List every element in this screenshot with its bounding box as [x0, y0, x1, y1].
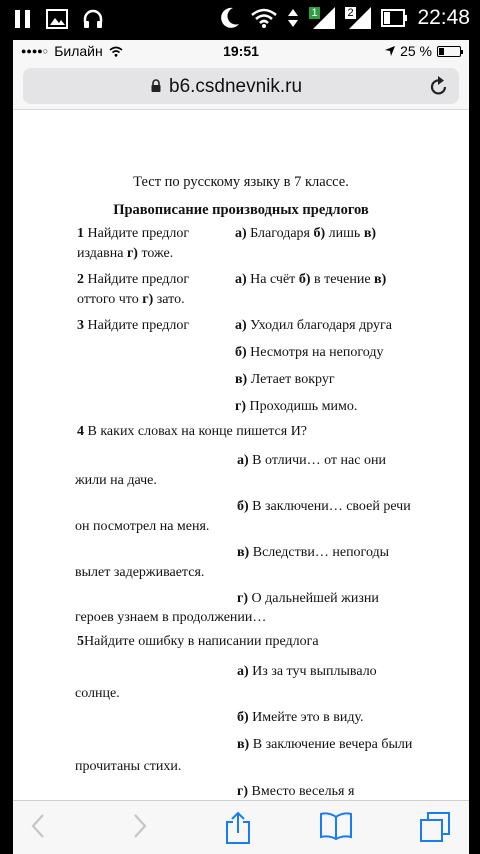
- option-text: прочитаны стихи.: [75, 759, 182, 774]
- option-text: О дальнейшей жизни: [248, 591, 379, 606]
- option-text: Уходил благодаря друга: [246, 318, 392, 333]
- option-marker: г): [126, 246, 138, 261]
- option-marker: б): [237, 499, 249, 514]
- url-text: b6.csdnevnik.ru: [169, 76, 303, 97]
- option-text: героев узнаем в продолжении…: [75, 610, 267, 625]
- question-4-option-d-cont: [75, 610, 266, 626]
- battery-charging-icon: [381, 7, 407, 29]
- lock-icon: [151, 79, 161, 92]
- question-4-option-d: [237, 591, 379, 607]
- sim1-label: 1: [311, 7, 318, 19]
- tabs-icon[interactable]: [419, 811, 451, 843]
- android-status-bar: [0, 0, 480, 40]
- question-5-option-d: [237, 784, 354, 800]
- question-number: 2: [77, 272, 88, 287]
- option-text: он посмотрел на меня.: [75, 519, 210, 534]
- question-4-option-b-cont: [75, 519, 209, 535]
- option-text: издавна: [77, 246, 127, 261]
- question-3-option-d: [235, 399, 357, 415]
- option-marker: а): [237, 664, 249, 679]
- option-text: тоже.: [137, 246, 174, 261]
- address-bar[interactable]: [23, 68, 459, 104]
- question-1-continuation: [77, 246, 173, 262]
- browser-toolbar: [13, 800, 469, 854]
- question-1: [77, 226, 189, 242]
- question-5: [77, 634, 319, 650]
- option-text: зато.: [153, 292, 185, 307]
- question-5-option-c-cont: [75, 759, 181, 775]
- battery-level: [439, 48, 444, 55]
- question-2-continuation: [77, 292, 185, 308]
- option-text: в течение: [310, 272, 375, 287]
- back-icon[interactable]: [29, 811, 47, 841]
- option-text: Благодаря: [246, 226, 314, 241]
- battery-icon: [437, 46, 461, 57]
- option-text: Вместо веселья я: [248, 784, 355, 799]
- option-marker: в): [374, 272, 387, 287]
- option-marker: б): [235, 345, 247, 360]
- android-clock: 22:48: [417, 6, 470, 29]
- question-number: 3: [77, 318, 88, 333]
- question-text: Найдите предлог: [87, 272, 190, 287]
- option-marker: б): [298, 272, 311, 287]
- option-marker: а): [235, 272, 247, 287]
- question-number: 5: [77, 634, 84, 649]
- option-text: лишь: [325, 226, 364, 241]
- bookmarks-icon[interactable]: [319, 811, 353, 841]
- option-text: В отличи… от нас они: [248, 453, 386, 468]
- question-5-option-a-cont: [75, 686, 120, 702]
- page-title: Тест по русскому языку в 7 классе.: [133, 174, 349, 190]
- question-4-option-a-cont: [75, 473, 157, 489]
- question-number: 1: [77, 226, 88, 241]
- question-2-options: [235, 272, 386, 288]
- option-marker: б): [237, 710, 249, 725]
- option-text: Проходишь мимо.: [246, 399, 358, 414]
- address-bar-area: [13, 62, 469, 110]
- moon-icon: [219, 6, 241, 30]
- option-text: Несмотря на непогоду: [246, 345, 384, 360]
- question-4-option-c-cont: [75, 565, 204, 581]
- question-3: [77, 318, 189, 334]
- option-marker: в): [363, 226, 377, 241]
- option-text: жили на даче.: [75, 473, 157, 488]
- option-marker: г): [237, 591, 249, 606]
- option-text: вылет задерживается.: [75, 565, 205, 580]
- option-text: Имейте это в виду.: [248, 710, 364, 725]
- wifi-icon: [251, 7, 277, 29]
- pause-icon: [14, 8, 32, 30]
- question-text: Найдите ошибку в написании предлога: [84, 634, 319, 649]
- question-3-option-c: [235, 372, 335, 388]
- option-marker: а): [237, 453, 249, 468]
- reload-icon[interactable]: [429, 75, 449, 97]
- question-text: Найдите предлог: [87, 318, 190, 333]
- document-page: [13, 110, 469, 800]
- question-text: В каких словах на конце пишется И?: [87, 424, 308, 439]
- question-4-option-b: [237, 499, 411, 515]
- question-1-options: [235, 226, 376, 242]
- option-text: Из за туч выплывало: [248, 664, 377, 679]
- battery-percent: 25 %: [400, 43, 432, 59]
- page-subtitle: Правописание производных предлогов: [113, 202, 369, 218]
- sim1-signal: [309, 7, 335, 29]
- question-number: 4: [77, 424, 88, 439]
- question-5-option-b: [237, 710, 364, 726]
- question-2: [77, 272, 189, 288]
- option-text: Летает вокруг: [247, 372, 335, 387]
- option-text: солнце.: [75, 686, 120, 701]
- option-marker: в): [235, 372, 248, 387]
- option-text: В заключение вечера были: [249, 737, 413, 752]
- sim2-label: 2: [347, 7, 354, 19]
- option-marker: б): [313, 226, 326, 241]
- option-marker: а): [235, 226, 247, 241]
- carrier-name: Билайн: [54, 43, 103, 59]
- image-icon: [46, 9, 68, 29]
- question-5-option-c: [237, 737, 412, 753]
- option-marker: а): [235, 318, 247, 333]
- sim2-signal: [345, 7, 371, 29]
- headset-icon: [82, 8, 104, 30]
- forward-icon[interactable]: [131, 811, 149, 841]
- signal-icon: [345, 7, 371, 29]
- location-icon: [385, 46, 395, 56]
- question-4: [77, 424, 307, 440]
- option-marker: г): [142, 292, 154, 307]
- option-text: В заключени… своей речи: [248, 499, 411, 514]
- ios-clock: 19:51: [223, 43, 259, 59]
- option-marker: в): [237, 737, 250, 752]
- share-icon[interactable]: [225, 811, 251, 845]
- option-text: Вследстви… непогоды: [249, 545, 390, 560]
- option-marker: г): [237, 784, 249, 799]
- data-arrows-icon: [287, 7, 299, 29]
- signal-icon: [309, 7, 335, 29]
- option-text: оттого что: [77, 292, 143, 307]
- option-marker: г): [235, 399, 247, 414]
- question-4-option-a: [237, 453, 386, 469]
- question-4-option-c: [237, 545, 389, 561]
- ios-status-bar: [13, 40, 469, 62]
- question-5-option-a: [237, 664, 377, 680]
- question-text: Найдите предлог: [87, 226, 190, 241]
- option-marker: в): [237, 545, 250, 560]
- signal-dots-icon: ●●●●○: [21, 46, 49, 56]
- phone-screenshot: [13, 40, 469, 854]
- question-3-option-a: [235, 318, 392, 334]
- option-text: На счёт: [246, 272, 299, 287]
- question-3-option-b: [235, 345, 383, 361]
